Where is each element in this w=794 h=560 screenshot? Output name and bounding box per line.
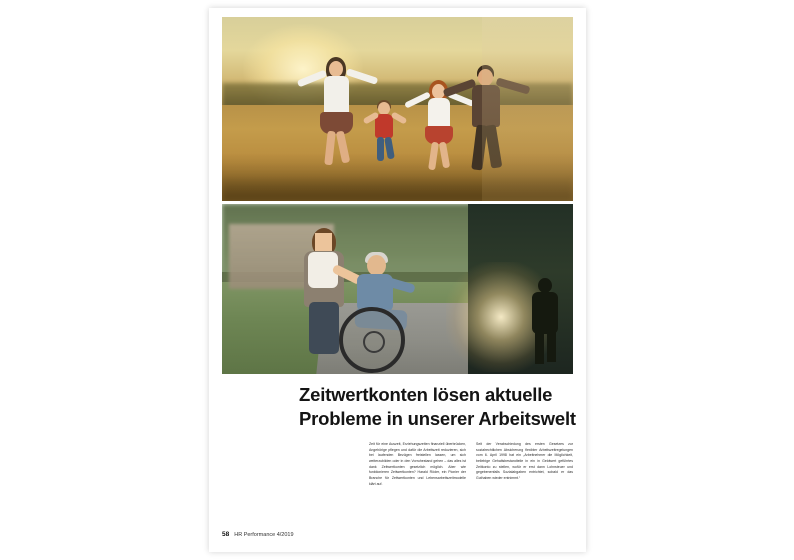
wheelchair-wheel (339, 307, 405, 373)
person-silhouette (522, 278, 568, 364)
head (315, 233, 332, 252)
right-leg (547, 332, 556, 362)
grandmother-with-child-photo (482, 17, 573, 201)
head (378, 102, 390, 115)
right-arm (346, 69, 379, 86)
left-leg (535, 332, 544, 364)
person-silhouette-sunset-photo (468, 204, 573, 374)
left-leg (377, 137, 384, 161)
head (367, 255, 386, 276)
left-arm (442, 78, 476, 97)
left-arm (404, 91, 431, 108)
body-column-right: Seit der Verabschiedung des ersten Gesetzes zur sozialrechtlichen Absicherung flexibler Arbeitszeitregelungen vom 6. April 1998 hat ein „Arbeitnehmer die Möglichkeit, beliebige Gehaltsbestandteile in ein in Geldwert geführtes Zeitkonto zu stellen, wofür er erst dann Lohnsteuer und gegebenenfalls Sozialabgaben entrichtet, sobald er das Guthaben wieder entnimmt.“ (476, 442, 573, 480)
body-column-left: Zeit für eine Auszeit, Erziehungszeiten finanziell überbrücken, Angehörige pflegen und dafür die Arbeitszeit reduzieren, sich bei laufenden Bezügen freistellen lassen, um sich weiterzubilden oder in den Vorruhestand gehen – das alles ist dank Zeitwertkonten gesetzlich möglich. Aber wie funktionieren Zeitwertkonten? Harald Röder, ein Pionier der Branche für Zeitwertkonten und Lebensarbeitszeitmodelle klärt auf. (369, 442, 466, 486)
right-leg (385, 136, 396, 159)
article-headline (299, 383, 574, 430)
left-leg (428, 141, 439, 170)
article-body (369, 442, 574, 487)
page-number: 58 (222, 531, 230, 538)
torso (324, 76, 349, 116)
head (538, 278, 552, 293)
man-in-wheelchair-figure (331, 255, 431, 369)
left-arm (297, 70, 327, 88)
family-running-autumn-field-photo (222, 17, 573, 201)
right-leg (336, 131, 350, 164)
issue-label: HR Performance 4/2019 (234, 532, 294, 538)
caregiver-with-man-in-wheelchair-photo (222, 204, 573, 374)
child-figure (362, 102, 408, 174)
page-footer (222, 531, 294, 538)
left-leg (324, 131, 336, 166)
torso (532, 292, 558, 334)
headline-line-1: Zeitwertkonten lösen aktuelle (299, 384, 553, 405)
magazine-page (209, 8, 586, 552)
headline-line-2: Probleme in unserer Arbeitswelt (299, 407, 576, 429)
torso (375, 114, 393, 138)
